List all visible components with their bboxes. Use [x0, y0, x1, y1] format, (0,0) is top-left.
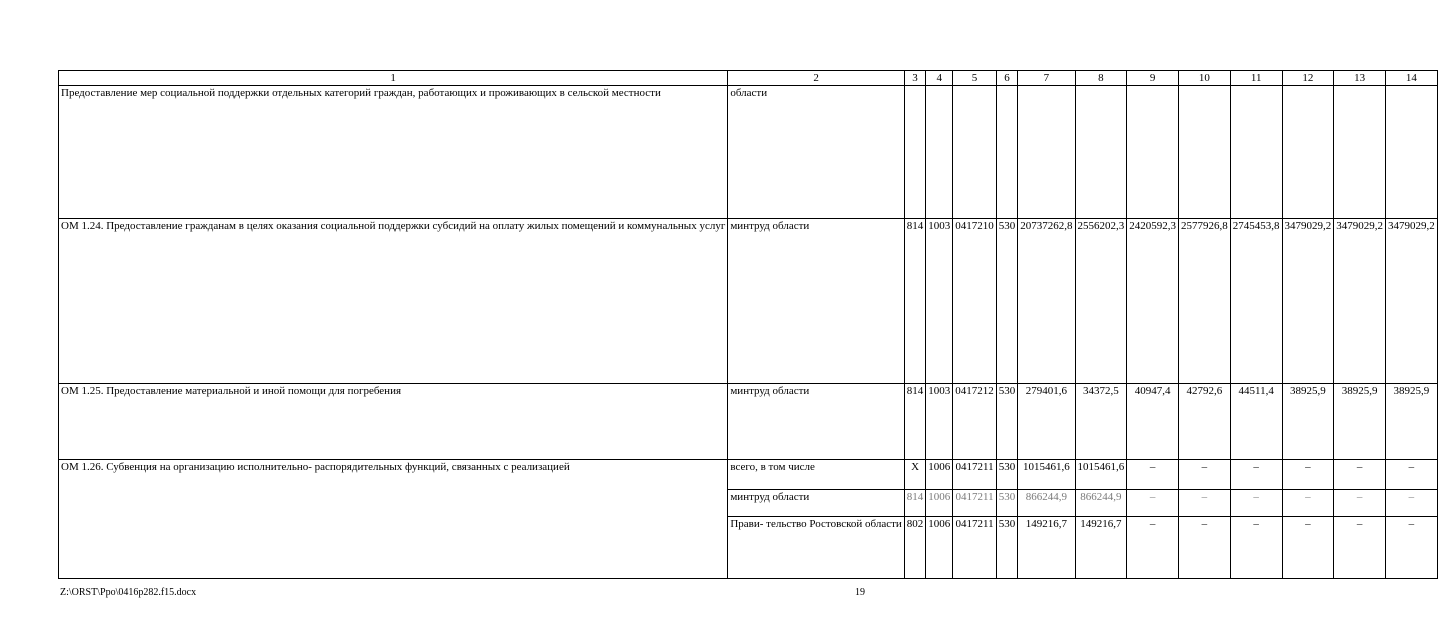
cell-col-13: –: [1334, 490, 1386, 517]
cell-col-5: 0417211: [953, 490, 997, 517]
cell-col-6: 530: [996, 490, 1018, 517]
file-path: Z:\ORST\Ppo\0416p282.f15.docx: [60, 587, 197, 598]
column-header-4: 4: [926, 71, 953, 86]
cell-col-7: 1015461,6: [1018, 460, 1075, 490]
cell-col-3: Х: [904, 460, 926, 490]
cell-col-12: 3479029,2: [1282, 219, 1334, 384]
column-header-11: 11: [1230, 71, 1282, 86]
cell-col-4: [926, 86, 953, 219]
column-header-6: 6: [996, 71, 1018, 86]
program-name-cell: Предоставление мер социальной поддержки отдельных категорий граждан, работающих и проживающих в сельской местности: [59, 86, 728, 219]
cell-col-12: 38925,9: [1282, 384, 1334, 460]
cell-col-6: 530: [996, 460, 1018, 490]
cell-col-13: –: [1334, 517, 1386, 579]
cell-col-8: 2556202,3: [1075, 219, 1127, 384]
cell-col-11: –: [1230, 490, 1282, 517]
cell-col-10: 42792,6: [1179, 384, 1231, 460]
executor-cell: минтруд области: [728, 384, 904, 460]
cell-col-12: –: [1282, 517, 1334, 579]
column-header-7: 7: [1018, 71, 1075, 86]
cell-col-4: 1006: [926, 517, 953, 579]
cell-col-14: 38925,9: [1386, 384, 1438, 460]
cell-col-14: –: [1386, 517, 1438, 579]
cell-col-4: 1006: [926, 460, 953, 490]
cell-col-8: 1015461,6: [1075, 460, 1127, 490]
cell-col-14: 3479029,2: [1386, 219, 1438, 384]
cell-col-13: 38925,9: [1334, 384, 1386, 460]
cell-col-6: 530: [996, 517, 1018, 579]
cell-col-9: –: [1127, 517, 1179, 579]
cell-col-11: –: [1230, 517, 1282, 579]
cell-col-6: 530: [996, 384, 1018, 460]
column-header-14: 14: [1386, 71, 1438, 86]
program-name-cell: ОМ 1.24. Предоставление гражданам в целях оказания социальной поддержки субсидий на оплату жилых помещений и коммунальных услуг: [59, 219, 728, 384]
cell-col-9: 40947,4: [1127, 384, 1179, 460]
cell-col-5: 0417210: [953, 219, 997, 384]
executor-cell: всего, в том числе: [728, 460, 904, 490]
cell-col-11: 44511,4: [1230, 384, 1282, 460]
cell-col-7: 20737262,8: [1018, 219, 1075, 384]
column-header-8: 8: [1075, 71, 1127, 86]
budget-table: [58, 70, 1438, 579]
cell-col-5: [953, 86, 997, 219]
cell-col-10: –: [1179, 490, 1231, 517]
cell-col-7: 149216,7: [1018, 517, 1075, 579]
cell-col-3: 814: [904, 219, 926, 384]
cell-col-3: 814: [904, 490, 926, 517]
executor-cell: минтруд области: [728, 219, 904, 384]
cell-col-3: 802: [904, 517, 926, 579]
cell-col-12: –: [1282, 460, 1334, 490]
page-number: 19: [855, 587, 865, 598]
column-header-10: 10: [1179, 71, 1231, 86]
cell-col-12: –: [1282, 490, 1334, 517]
cell-col-13: –: [1334, 460, 1386, 490]
cell-col-9: [1127, 86, 1179, 219]
column-header-3: 3: [904, 71, 926, 86]
cell-col-5: 0417211: [953, 460, 997, 490]
cell-col-9: –: [1127, 460, 1179, 490]
cell-col-9: 2420592,3: [1127, 219, 1179, 384]
cell-col-11: [1230, 86, 1282, 219]
program-name-cell: ОМ 1.26. Субвенция на организацию исполнительно- распорядительных функций, связанных с реализацией: [59, 460, 728, 579]
table-row: [59, 384, 1438, 460]
cell-col-13: [1334, 86, 1386, 219]
cell-col-11: –: [1230, 460, 1282, 490]
cell-col-3: [904, 86, 926, 219]
cell-col-8: 149216,7: [1075, 517, 1127, 579]
table-header-row: [59, 71, 1438, 86]
cell-col-14: [1386, 86, 1438, 219]
table-row: [59, 219, 1438, 384]
cell-col-11: 2745453,8: [1230, 219, 1282, 384]
column-header-2: 2: [728, 71, 904, 86]
cell-col-10: [1179, 86, 1231, 219]
executor-cell: минтруд области: [728, 490, 904, 517]
column-header-9: 9: [1127, 71, 1179, 86]
cell-col-5: 0417212: [953, 384, 997, 460]
cell-col-14: –: [1386, 460, 1438, 490]
column-header-5: 5: [953, 71, 997, 86]
table-row: [59, 460, 1438, 490]
cell-col-4: 1006: [926, 490, 953, 517]
column-header-12: 12: [1282, 71, 1334, 86]
cell-col-8: 866244,9: [1075, 490, 1127, 517]
executor-cell: Прави- тельство Ростовской области: [728, 517, 904, 579]
cell-col-7: [1018, 86, 1075, 219]
column-header-1: 1: [59, 71, 728, 86]
cell-col-4: 1003: [926, 384, 953, 460]
program-name-cell: ОМ 1.25. Предоставление материальной и иной помощи для погребения: [59, 384, 728, 460]
cell-col-10: 2577926,8: [1179, 219, 1231, 384]
cell-col-6: [996, 86, 1018, 219]
cell-col-4: 1003: [926, 219, 953, 384]
cell-col-8: 34372,5: [1075, 384, 1127, 460]
cell-col-5: 0417211: [953, 517, 997, 579]
cell-col-7: 866244,9: [1018, 490, 1075, 517]
cell-col-9: –: [1127, 490, 1179, 517]
executor-cell: области: [728, 86, 904, 219]
cell-col-12: [1282, 86, 1334, 219]
cell-col-3: 814: [904, 384, 926, 460]
cell-col-14: –: [1386, 490, 1438, 517]
cell-col-13: 3479029,2: [1334, 219, 1386, 384]
cell-col-7: 279401,6: [1018, 384, 1075, 460]
cell-col-10: –: [1179, 517, 1231, 579]
table-row: [59, 86, 1438, 219]
cell-col-10: –: [1179, 460, 1231, 490]
column-header-13: 13: [1334, 71, 1386, 86]
cell-col-6: 530: [996, 219, 1018, 384]
cell-col-8: [1075, 86, 1127, 219]
